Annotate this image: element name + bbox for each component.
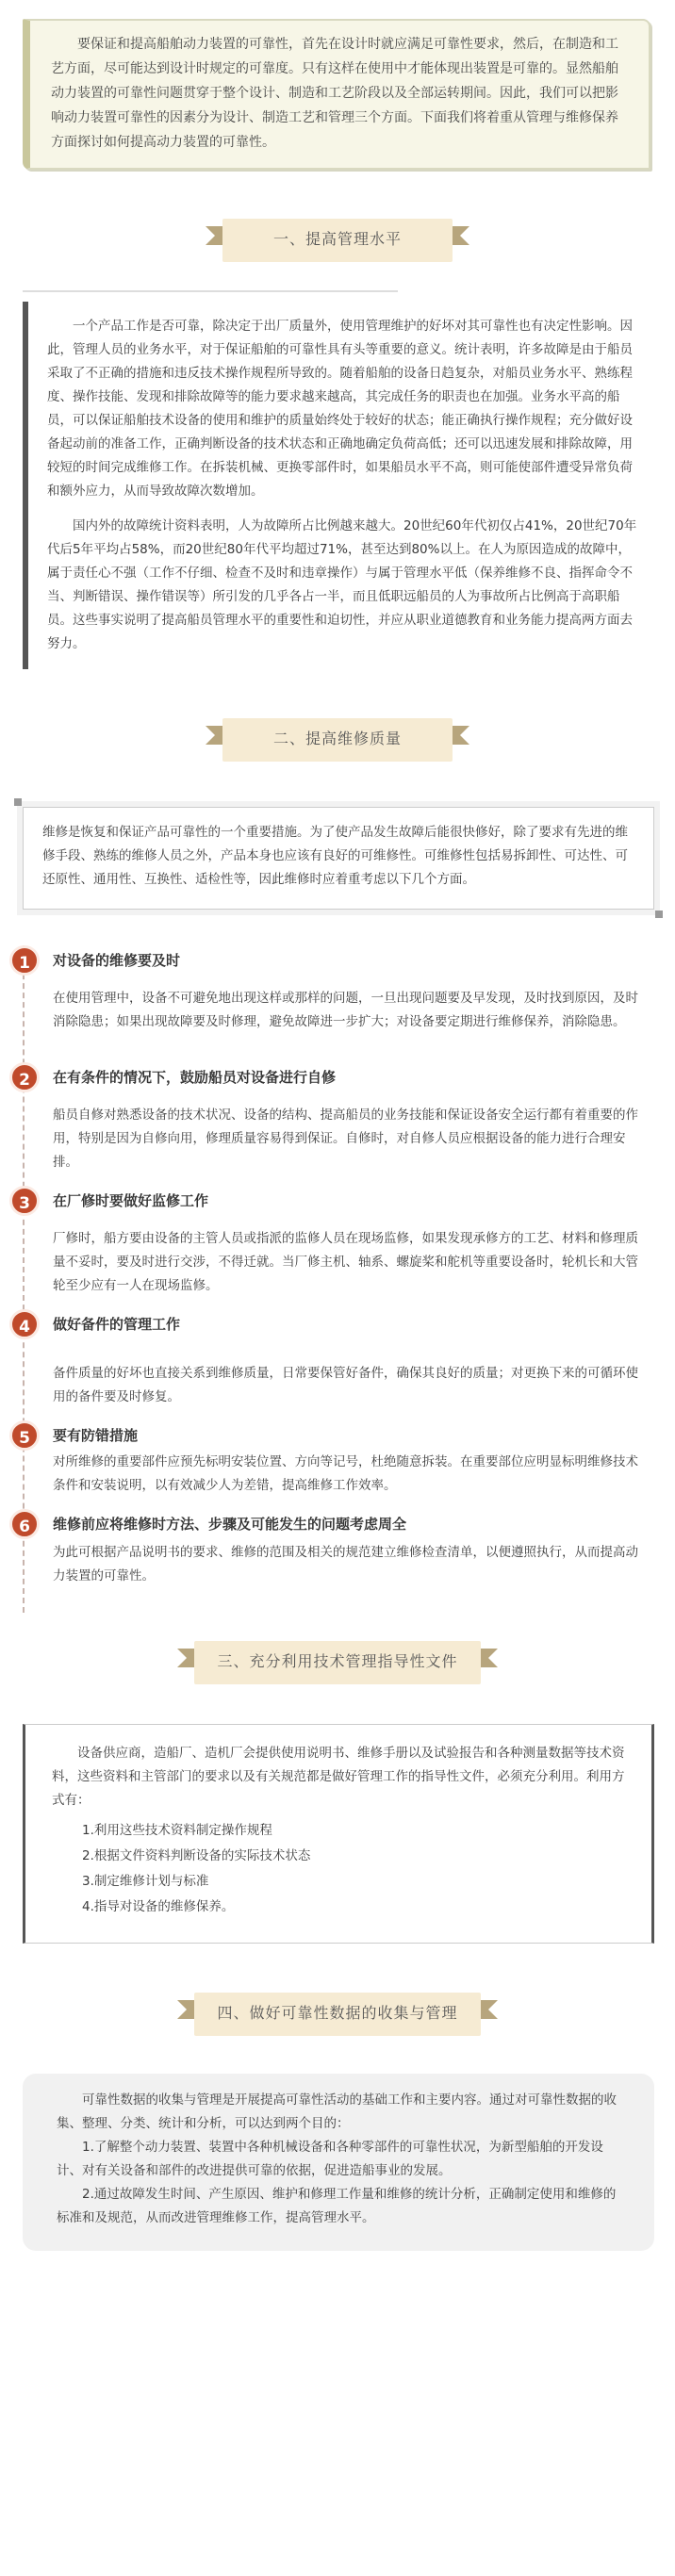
item-body: 对所维修的重要部件应预先标明安装位置、方向等记号，杜绝随意拆装。在重要部位应明显标明维修技术条件和安装说明，以有效减少人为差错，提高维修工作效率。: [53, 1454, 638, 1493]
paragraph: 1.了解整个动力装置、装置中各种机械设备和各种零部件的可靠性状况，为新型船舶的开发设计、对有关设备和部件的改进提供可靠的依据，促进造船事业的发展。: [57, 2140, 603, 2178]
section-header-1: [206, 215, 469, 264]
paragraph: 设备供应商，造船厂、造机厂会提供使用说明书、维修手册以及试验报告和各种测量数据等技术资料，这些资料和主管部门的要求以及有关规范都是做好管理工作的指导性文件，必须充分利用。利用方式有：: [52, 1746, 625, 1808]
paragraph: 维修是恢复和保证产品可靠性的一个重要措施。为了使产品发生故障后能很快修好，除了要求有先进的维修手段、熟练的维修人员之外，产品本身也应该有良好的可维修性。可维修性包括易拆卸性、可达性、可还原性、通用性、互换性、适检性等，因此维修时应着重考虑以下几个方面。: [42, 825, 628, 887]
item-body: 备件质量的好坏也直接关系到维修质量，日常要保管好备件，确保其良好的质量；对更换下来的可循环使用的备件要及时修复。: [53, 1366, 638, 1404]
paragraph: 国内外的故障统计资料表明，人为故障所占比例越来越大。20世纪60年代初仅占41%，20世纪70年代后5年平均占58%，而20世纪80年代平均超过71%，甚至达到80%以上。在人为原因造成的故障中，属于责任心不强（工作不仔细、检查不及时和违章操作）与属于管理水平低（保养维修不良、指挥命令不当、判断错误、操作错误等）所引发的几乎各占一半，而且低职远船员的人为事故所占比例高于高职船员。这些事实说明了提高船员管理水平的重要性和迫切性，并应从职业道德教育和业务能力提高两方面去努力。: [47, 518, 637, 651]
usage-list: [52, 1818, 625, 1920]
section-title: 一、提高管理水平: [272, 230, 402, 248]
section-title: 二、提高维修质量: [272, 730, 402, 747]
corner-mark: [14, 798, 22, 806]
section-title: 四、做好可靠性数据的收集与管理: [217, 2004, 458, 2022]
item-title: 在有条件的情况下，鼓励船员对设备进行自修: [53, 1069, 337, 1086]
number-badge: 5: [9, 1420, 40, 1451]
section-1-body: [23, 302, 654, 669]
intro-text: 要保证和提高船舶动力装置的可靠性，首先在设计时就应满足可靠性要求，然后，在制造和工艺方面，尽可能达到设计时规定的可靠度。只有这样在使用中才能体现出装置是可靠的。显然船舶动力装置的可靠性问题贯穿于整个设计、制造和工艺阶段以及全部运转期间。因此，我们可以把影响动力装置可靠性的因素分为设计、制造工艺和管理三个方面。下面我们将着重从管理与维修保养方面探讨如何提高动力装置的可靠性。: [51, 37, 618, 150]
paragraph: 2.通过故障发生时间、产生原因、维护和修理工作量和维修的统计分析，正确制定使用和维修的标准和及规范，从而改进管理维修工作，提高管理水平。: [57, 2187, 617, 2225]
section-4-body: [23, 2074, 654, 2251]
section-2-intro-box: [23, 807, 654, 910]
item-body: 船员自修对熟悉设备的技术状况、设备的结构、提高船员的业务技能和保证设备安全运行都有着重要的作用，特别是因为自修向用，修理质量容易得到保证。自修时，对自修人员应根据设备的能力进行合理安排。: [53, 1108, 638, 1170]
section-header-3: [177, 1637, 498, 1686]
list-item: [19, 1509, 654, 1613]
item-title: 对设备的维修要及时: [53, 952, 181, 969]
number-badge: 6: [9, 1509, 40, 1539]
list-item: 4.指导对设备的维修保养。: [82, 1899, 235, 1914]
maintenance-list: [19, 945, 654, 1613]
list-item: [19, 1186, 654, 1309]
section-header-4: [177, 1989, 498, 2038]
number-badge: 4: [9, 1309, 40, 1339]
list-item: 3.制定维修计划与标准: [82, 1874, 209, 1889]
item-body: 厂修时，船方要由设备的主管人员或指派的监修人员在现场监修，如果发现承修方的工艺、材料和修理质量不妥时，要及时进行交涉，不得迁就。当厂修主机、轴系、螺旋桨和舵机等重要设备时，轮机长和大管轮至少应有一人在现场监修。: [53, 1231, 638, 1293]
item-title: 做好备件的管理工作: [53, 1316, 181, 1333]
number-badge: 1: [9, 945, 40, 976]
section-title: 三、充分利用技术管理指导性文件: [217, 1652, 458, 1670]
list-item: 1.利用这些技术资料制定操作规程: [82, 1823, 272, 1838]
corner-mark: [655, 911, 663, 918]
item-body: 在使用管理中，设备不可避免地出现这样或那样的问题，一旦出现问题要及早发现，及时找到原因，及时消除隐患；如果出现故障要及时修理，避免故障进一步扩大；对设备要定期进行维修保养，消除隐患。: [53, 991, 638, 1029]
item-body: 为此可根据产品说明书的要求、维修的范围及相关的规范建立维修检查清单，以便遵照执行，从而提高动力装置的可靠性。: [53, 1545, 638, 1583]
section-3-body: [23, 1724, 654, 1944]
list-item: [19, 1062, 654, 1186]
number-badge: 3: [9, 1186, 40, 1216]
list-item: [19, 1309, 654, 1420]
list-item: 2.根据文件资料判断设备的实际技术状态: [82, 1848, 311, 1863]
intro-box: [23, 19, 650, 170]
item-title: 要有防错措施: [53, 1427, 139, 1444]
paragraph: 可靠性数据的收集与管理是开展提高可靠性活动的基础工作和主要内容。通过对可靠性数据的收集、整理、分类、统计和分析，可以达到两个目的：: [57, 2092, 617, 2131]
list-item: [19, 1420, 654, 1509]
section-header-2: [206, 714, 469, 763]
item-title: 在厂修时要做好监修工作: [53, 1192, 209, 1209]
item-title: 维修前应将维修时方法、步骤及可能发生的问题考虑周全: [53, 1516, 407, 1533]
divider: [23, 290, 398, 292]
list-item: [19, 945, 654, 1045]
paragraph: 一个产品工作是否可靠，除决定于出厂质量外，使用管理维护的好坏对其可靠性也有决定性影响。因此，管理人员的业务水平，对于保证船舶的可靠性具有头等重要的意义。统计表明，许多故障是由于船员采取了不正确的措施和违反技术操作规程所导致的。随着船舶的设备日趋复杂，对船员业务水平、熟练程度、操作技能、发现和排除故障等的能力要求越来越高，其完成任务的职责也在加强。业务水平高的船员，可以保证船舶技术设备的使用和维护的质量始终处于较好的状态；能正确执行操作规程；充分做好设备起动前的准备工作，正确判断设备的技术状态和正确地确定负荷高低；还可以迅速发展和排除故障，用较短的时间完成维修工作。在拆装机械、更换零部件时，如果船员水平不高，则可能使部件遭受异常负荷和额外应力，从而导致故障次数增加。: [47, 319, 633, 499]
number-badge: 2: [9, 1062, 40, 1092]
